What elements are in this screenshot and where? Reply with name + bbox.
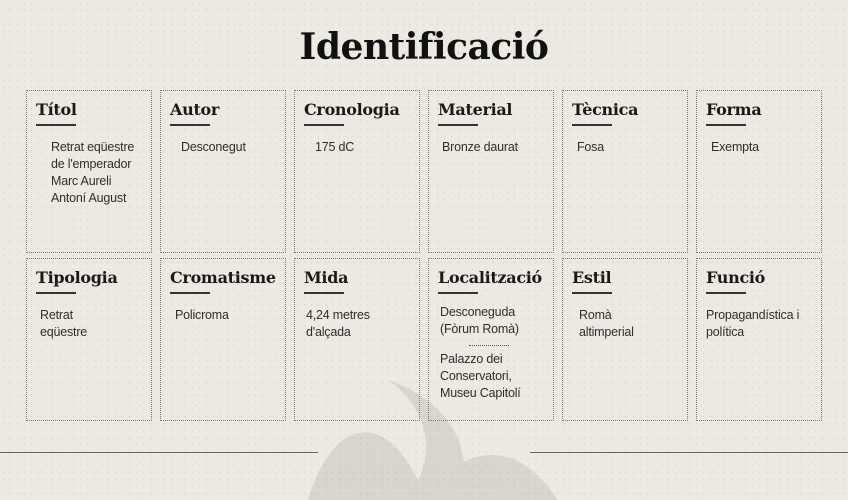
- card-tipologia: [26, 258, 152, 421]
- card-label: Material: [438, 100, 513, 119]
- card-label: Tècnica: [572, 100, 639, 119]
- card-label: Estil: [572, 268, 612, 287]
- card-value: Propagandística i política: [706, 308, 800, 339]
- card-label: Autor: [170, 100, 220, 119]
- card-funcio: [696, 258, 822, 421]
- label-underline: [304, 124, 344, 126]
- card-cronologia: [294, 90, 420, 253]
- card-value: Romà altimperial: [579, 308, 634, 339]
- bottom-rule-left: [0, 452, 318, 453]
- label-underline: [170, 292, 210, 294]
- card-localitzacio: [428, 258, 554, 421]
- value-separator: [469, 345, 509, 346]
- card-value-secondary: Palazzo dei Conservatori, Museu Capitolí: [440, 352, 521, 400]
- card-value: Policroma: [175, 308, 229, 322]
- card-material: [428, 90, 554, 253]
- card-label: Tipologia: [36, 268, 118, 287]
- label-underline: [36, 124, 76, 126]
- card-label: Cronologia: [304, 100, 400, 119]
- card-value: 175 dC: [315, 140, 355, 154]
- card-mida: [294, 258, 420, 421]
- label-underline: [304, 292, 344, 294]
- card-titol: [26, 90, 152, 253]
- page-title: Identificació: [299, 26, 549, 68]
- card-label: Cromatisme: [170, 268, 276, 287]
- card-label: Forma: [706, 100, 762, 119]
- card-forma: [696, 90, 822, 253]
- label-underline: [438, 124, 478, 126]
- card-value: Fosa: [577, 140, 604, 154]
- label-underline: [572, 124, 612, 126]
- label-underline: [438, 292, 478, 294]
- label-underline: [572, 292, 612, 294]
- label-underline: [706, 124, 746, 126]
- label-underline: [170, 124, 210, 126]
- card-tecnica: [562, 90, 688, 253]
- label-underline: [36, 292, 76, 294]
- card-label: Localització: [438, 268, 542, 287]
- card-value: Retrat eqüestre: [40, 308, 88, 339]
- card-label: Títol: [36, 100, 77, 119]
- card-value: Bronze daurat: [442, 140, 518, 154]
- card-label: Mida: [304, 268, 349, 287]
- card-value: Desconegut: [181, 140, 246, 154]
- card-estil: [562, 258, 688, 421]
- card-value: Desconeguda (Fòrum Romà): [440, 305, 519, 336]
- card-label: Funció: [706, 268, 766, 287]
- label-underline: [706, 292, 746, 294]
- card-cromatisme: [160, 258, 286, 421]
- card-value: Exempta: [711, 140, 759, 154]
- card-value: Retrat eqüestre de l'emperador Marc Aureli Antoní August: [51, 140, 135, 205]
- bottom-rule-right: [530, 452, 848, 453]
- card-autor: [160, 90, 286, 253]
- card-value: 4,24 metres d'alçada: [306, 308, 370, 339]
